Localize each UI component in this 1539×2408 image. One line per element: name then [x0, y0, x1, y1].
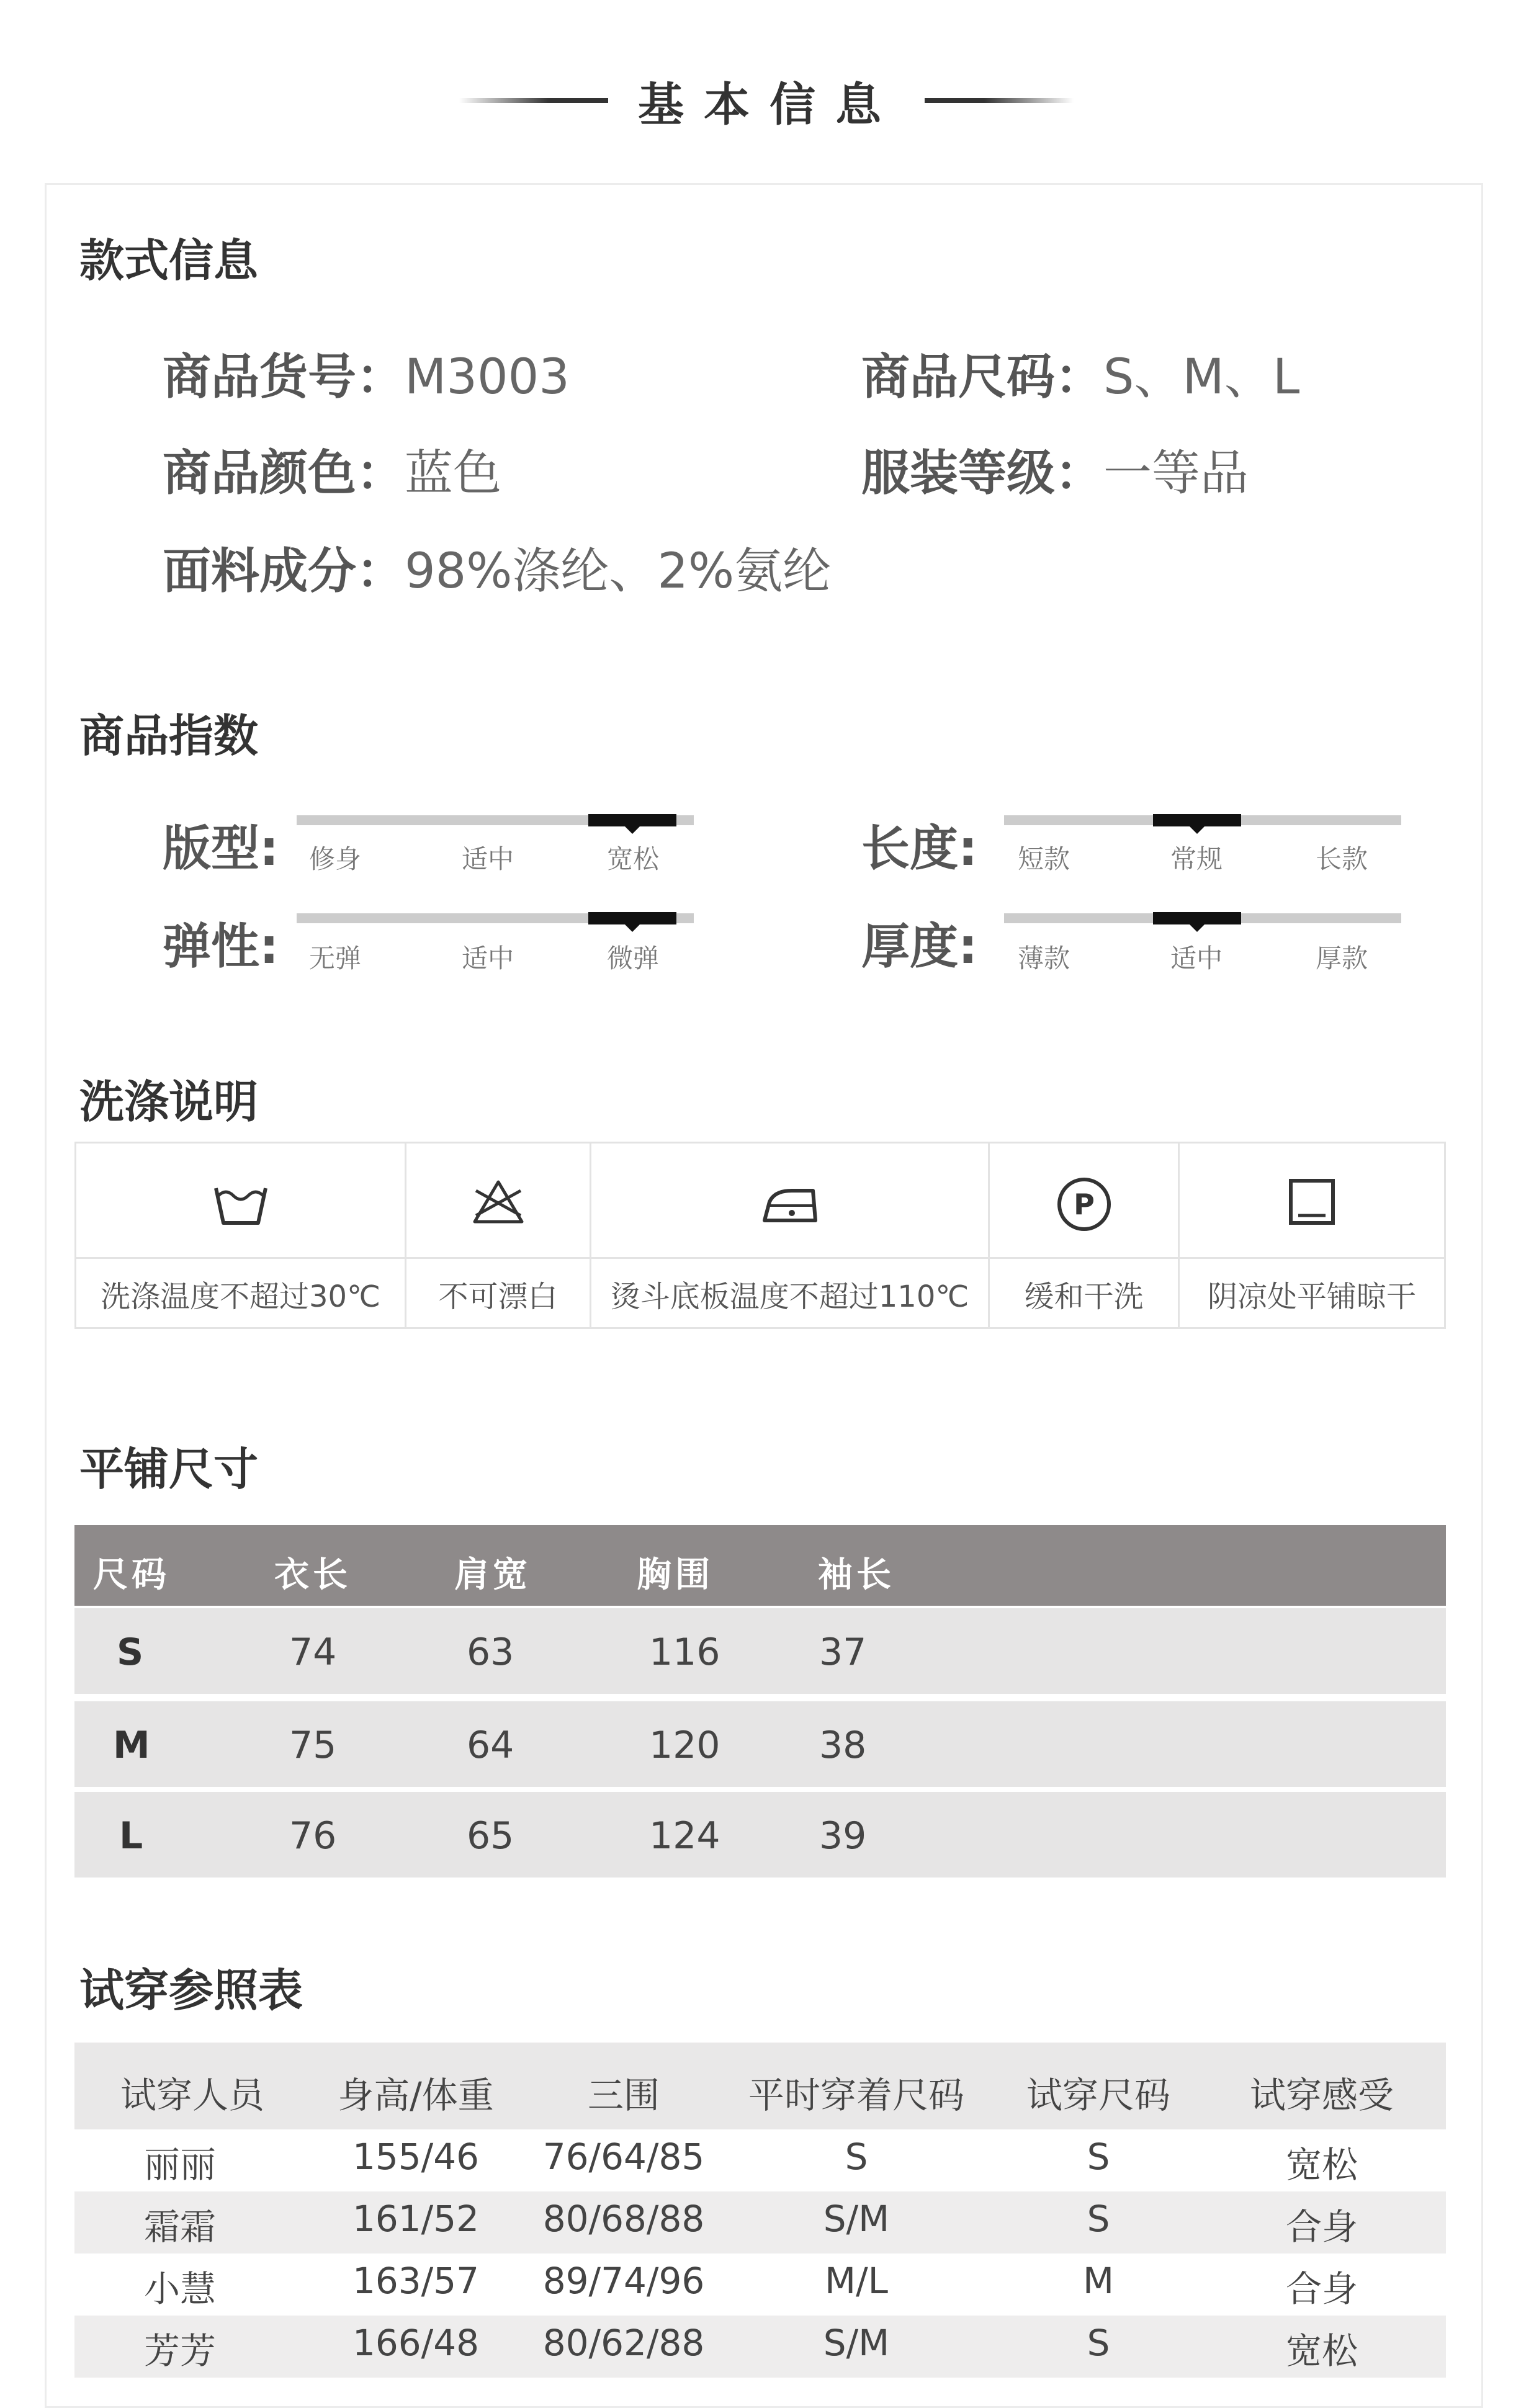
column-header: 试穿感受 [1249, 2074, 1394, 2116]
wash-item-text: 缓和干洗 [1024, 1279, 1144, 1314]
table-row [74, 1701, 1446, 1787]
index-tick: 无弹 [308, 943, 361, 973]
info-label: 面料成分： [163, 544, 405, 599]
table-cell: M [113, 1724, 150, 1767]
wash-care-table [74, 1142, 1446, 1329]
info-value: 98%涤纶、2%氨纶 [405, 544, 832, 599]
table-cell: 芳芳 [143, 2330, 216, 2372]
table-row [74, 2316, 1446, 2378]
wash-item [406, 1144, 591, 1327]
column-header: 尺码 [93, 1555, 170, 1595]
info-value: S、M、L [1103, 349, 1300, 405]
table-cell: 75 [289, 1724, 337, 1767]
dry-flat-icon [1180, 1175, 1444, 1230]
index-tick: 适中 [461, 844, 514, 874]
info-item-color [163, 434, 501, 504]
table-cell: 89/74/96 [542, 2260, 705, 2302]
section-title-tryon: 试穿参照表 [79, 1964, 303, 2016]
table-cell: 76/64/85 [542, 2136, 705, 2178]
info-value: M3003 [405, 349, 570, 405]
table-cell: 38 [819, 1724, 867, 1767]
table-cell: S [1087, 2198, 1110, 2240]
table-cell: 宽松 [1285, 2330, 1358, 2372]
wash-item [1180, 1144, 1444, 1327]
index-tick: 适中 [461, 943, 514, 973]
column-header: 胸围 [637, 1555, 714, 1595]
table-cell: 小慧 [143, 2268, 216, 2310]
table-cell: 76 [289, 1814, 337, 1858]
column-header: 试穿尺码 [1026, 2074, 1170, 2116]
column-header: 试穿人员 [120, 2074, 264, 2116]
info-label: 服装等级： [861, 445, 1104, 501]
column-header: 衣长 [274, 1555, 351, 1595]
index-marker-length [1153, 814, 1241, 826]
no-bleach-icon [406, 1175, 590, 1230]
table-row [74, 1792, 1446, 1878]
table-cell: 124 [649, 1814, 720, 1858]
info-label: 商品尺码： [861, 349, 1104, 405]
table-cell: S [1087, 2136, 1110, 2178]
table-cell: 64 [467, 1724, 514, 1767]
wash-tub-icon [76, 1175, 405, 1230]
table-cell: 65 [467, 1814, 514, 1858]
column-header: 平时穿着尺码 [748, 2074, 964, 2116]
info-value: 蓝色 [405, 445, 502, 501]
table-cell: 80/62/88 [542, 2322, 705, 2364]
info-item-article-no [163, 338, 570, 408]
table-cell: L [119, 1814, 143, 1858]
index-marker-fit [588, 814, 676, 826]
iron-icon [591, 1175, 988, 1230]
index-tick: 宽松 [606, 844, 659, 874]
info-value: 一等品 [1103, 445, 1249, 501]
index-label-thickness: 厚度: [861, 919, 978, 975]
table-cell: 合身 [1285, 2268, 1358, 2310]
index-tick: 适中 [1170, 943, 1223, 973]
table-cell: 80/68/88 [542, 2198, 705, 2240]
table-cell: 74 [289, 1631, 337, 1674]
section-title-wash: 洗涤说明 [79, 1076, 259, 1128]
column-header: 袖长 [818, 1555, 895, 1595]
table-cell: 37 [819, 1631, 867, 1674]
index-tick: 修身 [308, 844, 361, 874]
table-cell: 合身 [1285, 2206, 1358, 2248]
wash-item [591, 1144, 990, 1327]
index-tick: 微弹 [606, 943, 659, 973]
column-header: 三围 [587, 2074, 660, 2116]
table-row [74, 2191, 1446, 2254]
column-header: 身高/体重 [338, 2074, 494, 2116]
info-label: 商品货号： [163, 349, 405, 405]
index-label-fit: 版型: [163, 821, 279, 877]
table-cell: S [1087, 2322, 1110, 2364]
wash-item-text: 烫斗底板温度不超过110℃ [610, 1279, 969, 1314]
index-marker-thickness [1153, 912, 1241, 924]
page-title: 基本信息 [638, 78, 901, 132]
table-cell: 116 [649, 1631, 720, 1674]
info-label: 商品颜色： [163, 445, 405, 501]
index-tick: 短款 [1017, 844, 1070, 874]
table-row [74, 2254, 1446, 2316]
info-item-sizes [861, 338, 1299, 408]
section-title-size: 平铺尺寸 [79, 1443, 259, 1495]
table-cell: 155/46 [352, 2136, 480, 2178]
index-marker-elasticity [588, 912, 676, 924]
table-cell: 161/52 [352, 2198, 480, 2240]
table-cell: 39 [819, 1814, 867, 1858]
table-cell: 霜霜 [143, 2206, 216, 2248]
column-header: 肩宽 [454, 1555, 531, 1595]
index-tick: 厚款 [1315, 943, 1368, 973]
table-cell: M/L [825, 2260, 888, 2302]
table-cell: 163/57 [352, 2260, 480, 2302]
table-cell: 63 [467, 1631, 514, 1674]
dry-clean-p-icon [990, 1175, 1178, 1230]
tryon-table-header [74, 2043, 1446, 2129]
table-cell: 丽丽 [143, 2144, 216, 2186]
table-cell: 166/48 [352, 2322, 480, 2364]
table-row [74, 1608, 1446, 1694]
wash-item-text: 阴凉处平铺晾干 [1207, 1279, 1416, 1314]
table-cell: S [845, 2136, 868, 2178]
index-tick: 常规 [1170, 844, 1223, 874]
index-label-elasticity: 弹性: [163, 919, 279, 975]
wash-item [990, 1144, 1180, 1327]
wash-item [76, 1144, 406, 1327]
table-cell: 120 [649, 1724, 720, 1767]
index-tick: 薄款 [1017, 943, 1070, 973]
table-cell: 宽松 [1285, 2144, 1358, 2186]
info-item-fabric [163, 532, 831, 602]
info-item-grade [861, 434, 1249, 504]
header-divider-right [925, 98, 1074, 103]
table-cell: S/M [823, 2322, 890, 2364]
table-cell: M [1082, 2260, 1115, 2302]
table-cell: S [117, 1631, 144, 1674]
table-cell: S/M [823, 2198, 890, 2240]
index-tick: 长款 [1315, 844, 1368, 874]
size-table-header [74, 1525, 1446, 1606]
table-row [74, 2129, 1446, 2191]
section-title-style-info: 款式信息 [79, 235, 259, 287]
wash-item-text: 不可漂白 [438, 1279, 558, 1314]
wash-item-text: 洗涤温度不超过30℃ [101, 1279, 380, 1314]
section-title-index: 商品指数 [79, 710, 259, 762]
svg-text:P: P [1073, 1188, 1095, 1221]
index-label-length: 长度: [861, 821, 978, 877]
